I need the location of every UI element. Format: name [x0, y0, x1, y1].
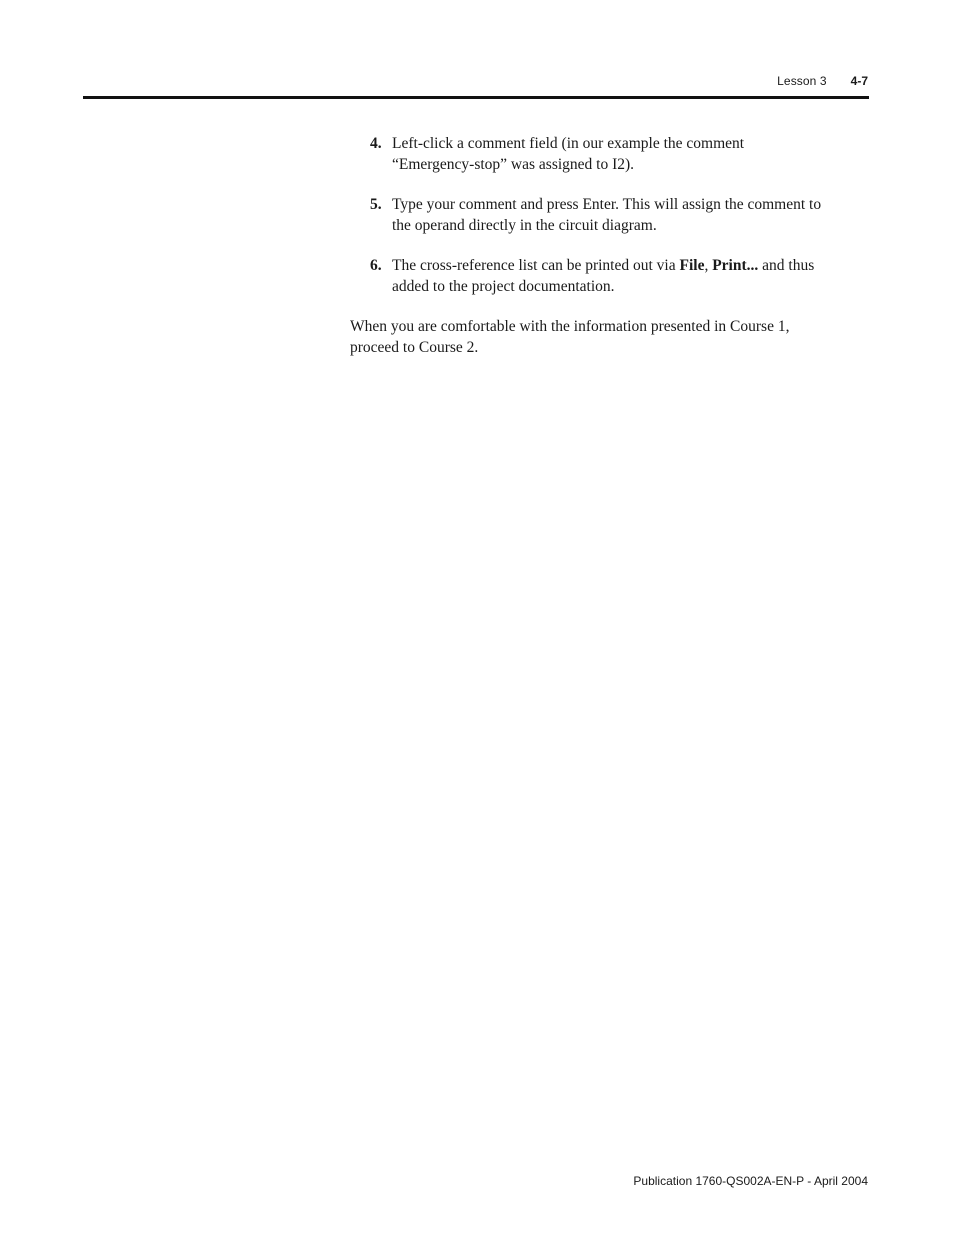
lesson-label: Lesson 3: [777, 74, 827, 88]
publication-footer: Publication 1760-QS002A-EN-P - April 2004: [633, 1174, 868, 1188]
step-5: [350, 195, 830, 236]
step-4: [350, 134, 830, 175]
step-text: Type your comment and press Enter. This will assign the comment to the operand directly in the circuit diagram.: [392, 196, 822, 234]
step-6: [350, 256, 830, 297]
step-number: 5.: [370, 196, 382, 213]
step-text-before: The cross-reference list can be printed out via: [392, 257, 680, 274]
menu-file-label: File: [679, 257, 705, 274]
header-rule: [83, 96, 869, 99]
page-body: [350, 134, 830, 374]
menu-separator: ,: [704, 257, 713, 274]
running-header: [777, 74, 868, 88]
step-text-after: and thus added to the project documentation.: [392, 257, 815, 295]
closing-paragraph: When you are comfortable with the information presented in Course 1, proceed to Course 2.: [350, 318, 790, 356]
page-number: 4-7: [850, 74, 868, 88]
menu-print-label: Print...: [712, 257, 759, 274]
step-text: Left-click a comment field (in our example the comment “Emergency-stop” was assigned to I2).: [392, 135, 745, 173]
step-text: [392, 256, 830, 297]
step-number: 4.: [370, 135, 382, 152]
step-number: 6.: [370, 257, 382, 274]
